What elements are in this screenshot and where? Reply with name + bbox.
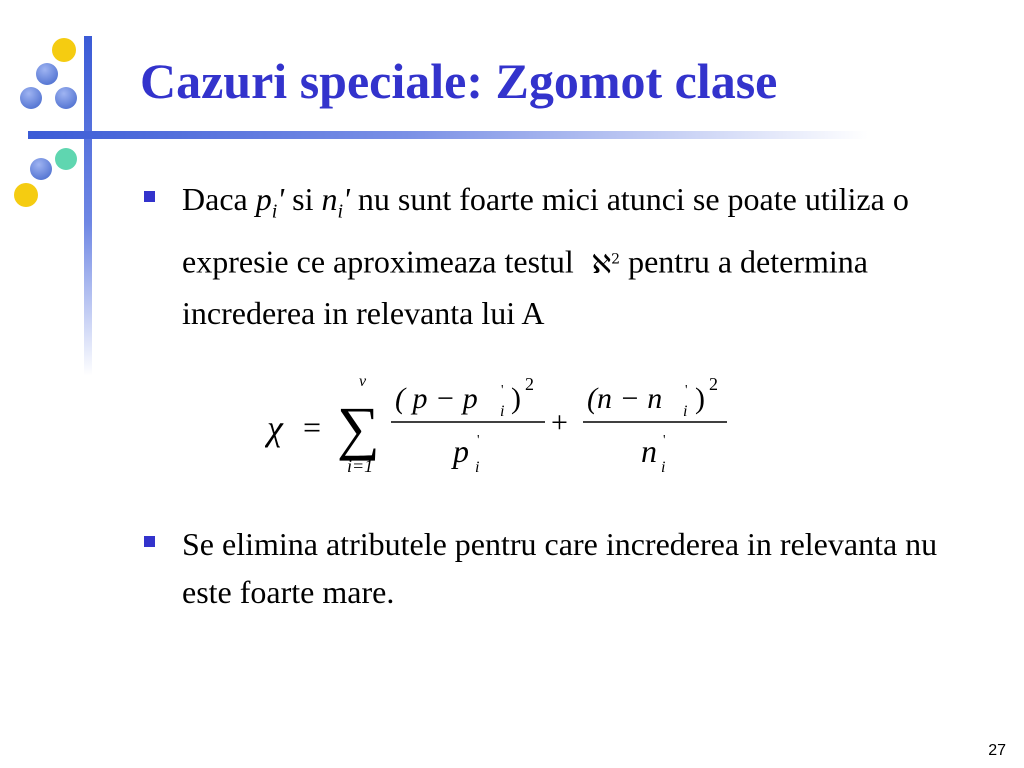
page-number: 27	[988, 742, 1006, 759]
close-paren: )	[695, 382, 705, 415]
math-subscript: i	[337, 200, 344, 223]
yellow-dot	[14, 183, 38, 207]
green-dot	[55, 148, 77, 170]
subscript-i: i	[500, 403, 505, 420]
slide-decoration	[0, 0, 110, 370]
numerator-2: (n − n	[587, 382, 663, 415]
bullet-item	[144, 175, 954, 337]
slide-title: Cazuri speciale: Zgomot clase	[140, 53, 778, 109]
aleph-exponent: 2	[611, 251, 621, 268]
prime-mark: '	[477, 433, 480, 448]
formula-sum-lower: i=1	[347, 456, 374, 476]
bullet-text: pentru a determina increderea in relevanta lui A	[182, 244, 868, 332]
denominator-1: p	[453, 433, 469, 469]
formula-plus: +	[551, 406, 568, 439]
numerator-1: ( p − p	[395, 382, 478, 415]
math-prime: '	[343, 181, 350, 217]
bullet-text: si	[284, 181, 322, 217]
aleph-glyph: ℵ	[591, 250, 612, 281]
exponent-2: 2	[709, 374, 718, 394]
aleph-symbol	[592, 250, 620, 280]
bullet-square-icon	[144, 191, 155, 202]
close-paren: )	[511, 382, 521, 415]
formula-sigma: ∑	[337, 395, 380, 461]
math-var-p: p	[255, 181, 272, 217]
chi-square-formula	[265, 370, 745, 480]
subscript-i: i	[475, 459, 480, 476]
prime-mark: '	[663, 433, 666, 448]
bullet-text: Daca	[182, 181, 256, 217]
math-var-n: n	[321, 181, 338, 217]
blue-dot	[36, 63, 58, 85]
blue-dot	[20, 87, 42, 109]
blue-dot	[30, 158, 52, 180]
bullet-square-icon	[144, 536, 155, 547]
math-prime: '	[277, 181, 285, 217]
bullet-item	[144, 520, 954, 616]
horizontal-accent-bar	[28, 131, 868, 139]
denominator-2: n	[641, 433, 657, 469]
yellow-dot	[52, 38, 76, 62]
formula-sum-upper: v	[359, 373, 367, 390]
blue-dot	[55, 87, 77, 109]
math-subscript: i	[271, 200, 278, 223]
subscript-i: i	[683, 403, 688, 420]
bullet-text: nu sunt foarte mici atunci se poate utiliza o expresie ce aproximeaza testul	[182, 181, 909, 281]
vertical-accent-bar	[84, 36, 92, 376]
prime-mark: '	[685, 383, 688, 398]
formula-chi: χ	[267, 408, 283, 448]
bullet-text: Se elimina atributele pentru care increderea in relevanta nu este foarte mare.	[182, 526, 938, 610]
formula-equals: =	[303, 409, 322, 445]
exponent-2: 2	[525, 374, 534, 394]
subscript-i: i	[661, 459, 666, 476]
prime-mark: '	[501, 383, 504, 398]
